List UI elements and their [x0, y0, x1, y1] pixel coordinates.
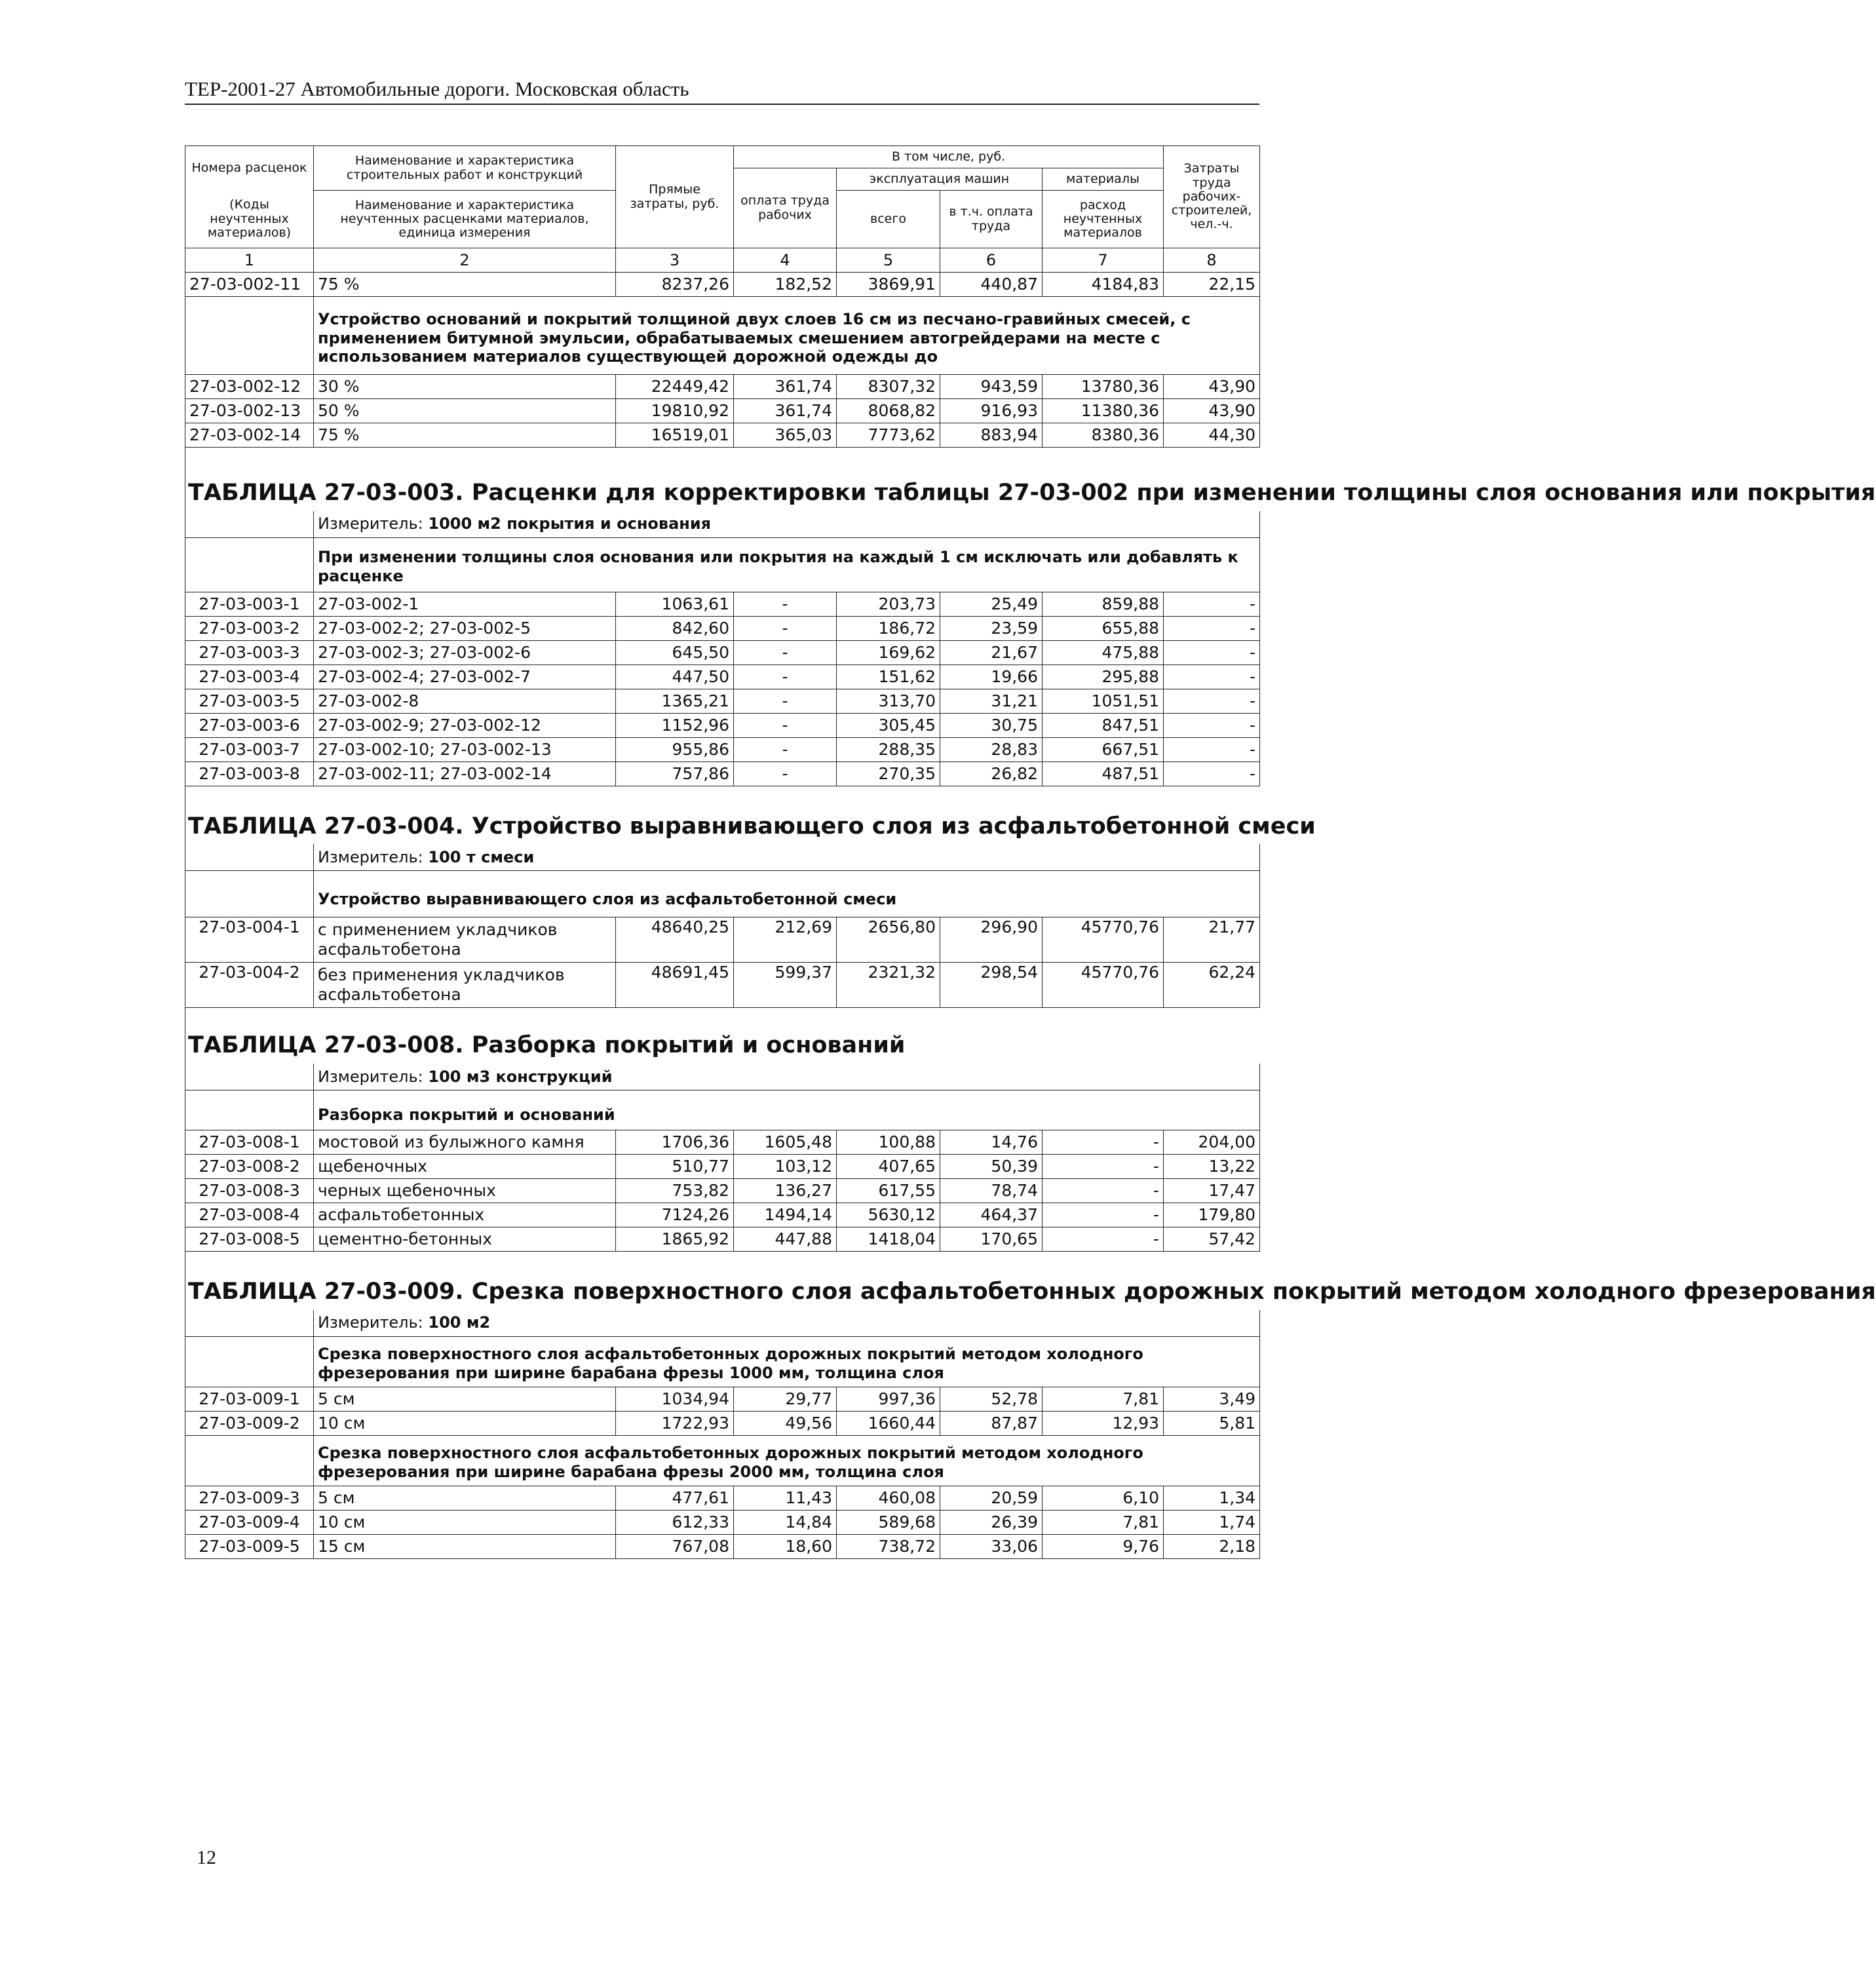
labor-pay: 11,43	[734, 1486, 837, 1510]
table-row	[185, 273, 1260, 297]
table-row	[185, 616, 1260, 640]
labor-hours: 44,30	[1164, 423, 1260, 448]
direct-costs: 753,82	[616, 1179, 734, 1203]
direct-costs: 1365,21	[616, 689, 734, 713]
labor-pay: -	[734, 737, 837, 761]
machines-labor: 28,83	[940, 737, 1043, 761]
materials: 1051,51	[1043, 689, 1164, 713]
machines-total: 8307,32	[837, 375, 940, 399]
labor-hours: 5,81	[1164, 1411, 1260, 1435]
rate-code: 27-03-009-2	[185, 1411, 314, 1435]
machines-total: 169,62	[837, 640, 940, 665]
labor-pay: 18,60	[734, 1534, 837, 1558]
header-name-bottom: Наименование и характеристика неучтенных расценками материалов, единица измерения	[314, 191, 616, 248]
labor-pay: 447,88	[734, 1227, 837, 1252]
direct-costs: 1152,96	[616, 713, 734, 737]
table-title: ТАБЛИЦА 27-03-008. Разборка покрытий и оснований	[188, 1032, 906, 1059]
rate-code: 27-03-003-7	[185, 737, 314, 761]
machines-labor: 14,76	[940, 1130, 1043, 1155]
labor-pay: 361,74	[734, 375, 837, 399]
rate-name: 50 %	[314, 399, 616, 423]
materials: 45770,76	[1043, 917, 1164, 963]
labor-hours: -	[1164, 616, 1260, 640]
labor-pay: -	[734, 689, 837, 713]
measure-value: 1000 м2 покрытия и основания	[428, 514, 712, 533]
header-labor-pay: оплата труда рабочих	[734, 168, 837, 248]
rate-code: 27-03-009-1	[185, 1387, 314, 1411]
table-row	[185, 689, 1260, 713]
rate-name: без применения укладчиков асфальтобетона	[314, 963, 616, 1008]
labor-pay: 14,84	[734, 1510, 837, 1534]
rate-code: 27-03-002-14	[185, 423, 314, 448]
rate-name: асфальтобетонных	[314, 1203, 616, 1227]
measure-label: Измеритель:	[318, 1067, 423, 1086]
column-number: 4	[734, 248, 837, 273]
machines-total: 186,72	[837, 616, 940, 640]
rate-code: 27-03-009-4	[185, 1510, 314, 1534]
materials: 13780,36	[1043, 375, 1164, 399]
labor-hours: -	[1164, 737, 1260, 761]
machines-total: 460,08	[837, 1486, 940, 1510]
table-row	[185, 1510, 1260, 1534]
column-number: 2	[314, 248, 616, 273]
measure-label: Измеритель:	[318, 1313, 423, 1332]
machines-labor: 52,78	[940, 1387, 1043, 1411]
materials: 9,76	[1043, 1534, 1164, 1558]
section-description: Срезка поверхностного слоя асфальтобетонных дорожных покрытий методом холодного фрезерования при ширине барабана фрезы 1000 мм, толщина слоя	[314, 1336, 1260, 1387]
materials: 847,51	[1043, 713, 1164, 737]
labor-pay: 1494,14	[734, 1203, 837, 1227]
machines-labor: 21,67	[940, 640, 1043, 665]
machines-labor: 170,65	[940, 1227, 1043, 1252]
materials: 667,51	[1043, 737, 1164, 761]
materials: -	[1043, 1179, 1164, 1203]
machines-labor: 298,54	[940, 963, 1043, 1008]
labor-hours: 204,00	[1164, 1130, 1260, 1155]
rate-code: 27-03-008-3	[185, 1179, 314, 1203]
materials: 45770,76	[1043, 963, 1164, 1008]
machines-labor: 26,82	[940, 761, 1043, 786]
materials: 295,88	[1043, 665, 1164, 689]
rate-name: 10 см	[314, 1510, 616, 1534]
machines-labor: 20,59	[940, 1486, 1043, 1510]
materials: 6,10	[1043, 1486, 1164, 1510]
table-row	[185, 1411, 1260, 1435]
labor-pay: 29,77	[734, 1387, 837, 1411]
labor-pay: 103,12	[734, 1155, 837, 1179]
direct-costs: 645,50	[616, 640, 734, 665]
rate-name: мостовой из булыжного камня	[314, 1130, 616, 1155]
labor-hours: 22,15	[1164, 273, 1260, 297]
machines-total: 617,55	[837, 1179, 940, 1203]
machines-total: 151,62	[837, 665, 940, 689]
table-row	[185, 665, 1260, 689]
header-machines: эксплуатация машин	[837, 168, 1043, 191]
labor-hours: 1,74	[1164, 1510, 1260, 1534]
section-description: Устройство выравнивающего слоя из асфальтобетонной смеси	[314, 871, 1260, 917]
labor-pay: 136,27	[734, 1179, 837, 1203]
direct-costs: 955,86	[616, 737, 734, 761]
machines-total: 1660,44	[837, 1411, 940, 1435]
measure-label: Измеритель:	[318, 514, 423, 533]
rate-code: 27-03-008-1	[185, 1130, 314, 1155]
rate-name: 5 см	[314, 1387, 616, 1411]
table-title: ТАБЛИЦА 27-03-004. Устройство выравнивающего слоя из асфальтобетонной смеси	[188, 813, 1316, 839]
rate-name: 30 %	[314, 375, 616, 399]
direct-costs: 48691,45	[616, 963, 734, 1008]
rate-name: 27-03-002-2; 27-03-002-5	[314, 616, 616, 640]
table-row	[185, 1155, 1260, 1179]
table-row	[185, 640, 1260, 665]
measure-value: 100 т смеси	[428, 847, 535, 866]
labor-pay: 212,69	[734, 917, 837, 963]
direct-costs: 48640,25	[616, 917, 734, 963]
page-header: ТЕР-2001-27 Автомобильные дороги. Московская область	[185, 77, 1259, 105]
machines-total: 738,72	[837, 1534, 940, 1558]
labor-pay: -	[734, 665, 837, 689]
rate-code: 27-03-008-5	[185, 1227, 314, 1252]
materials: -	[1043, 1155, 1164, 1179]
rate-name: щебеночных	[314, 1155, 616, 1179]
rate-code: 27-03-008-4	[185, 1203, 314, 1227]
direct-costs: 7124,26	[616, 1203, 734, 1227]
rate-name: 27-03-002-11; 27-03-002-14	[314, 761, 616, 786]
direct-costs: 510,77	[616, 1155, 734, 1179]
rate-name: цементно-бетонных	[314, 1227, 616, 1252]
column-number: 8	[1164, 248, 1260, 273]
machines-total: 7773,62	[837, 423, 940, 448]
materials: 8380,36	[1043, 423, 1164, 448]
materials: 859,88	[1043, 592, 1164, 616]
table-row	[185, 375, 1260, 399]
table-row	[185, 917, 1260, 963]
header-direct-costs: Прямые затраты, руб.	[616, 146, 734, 248]
labor-pay: -	[734, 616, 837, 640]
direct-costs: 1865,92	[616, 1227, 734, 1252]
rate-code: 27-03-008-2	[185, 1155, 314, 1179]
machines-total: 2656,80	[837, 917, 940, 963]
section-description: Срезка поверхностного слоя асфальтобетонных дорожных покрытий методом холодного фрезерования при ширине барабана фрезы 2000 мм, толщина слоя	[314, 1435, 1260, 1486]
table-row	[185, 1130, 1260, 1155]
section-description: Устройство оснований и покрытий толщиной двух слоев 16 см из песчано-гравийных смесей, с применением битумной эмульсии, обрабатываемых смешением автогрейдерами на месте с использованием материалов существующей дорожной одежды до	[314, 297, 1260, 375]
labor-pay: -	[734, 640, 837, 665]
column-number: 5	[837, 248, 940, 273]
header-name: Наименование и характеристика строительных работ и конструкций	[314, 146, 616, 191]
table-row	[185, 1387, 1260, 1411]
table-row	[185, 423, 1260, 448]
labor-pay: -	[734, 592, 837, 616]
column-number: 7	[1043, 248, 1164, 273]
direct-costs: 1063,61	[616, 592, 734, 616]
labor-pay: -	[734, 761, 837, 786]
machines-total: 407,65	[837, 1155, 940, 1179]
rate-name: 15 см	[314, 1534, 616, 1558]
table-row	[185, 1486, 1260, 1510]
labor-hours: 43,90	[1164, 375, 1260, 399]
labor-hours: 13,22	[1164, 1155, 1260, 1179]
direct-costs: 16519,01	[616, 423, 734, 448]
header-materials-sub: расход неучтенных материалов	[1043, 191, 1164, 248]
rate-code: 27-03-002-13	[185, 399, 314, 423]
labor-pay: 182,52	[734, 273, 837, 297]
labor-pay: 361,74	[734, 399, 837, 423]
direct-costs: 757,86	[616, 761, 734, 786]
direct-costs: 1722,93	[616, 1411, 734, 1435]
rate-name: 10 см	[314, 1411, 616, 1435]
machines-labor: 19,66	[940, 665, 1043, 689]
direct-costs: 767,08	[616, 1534, 734, 1558]
machines-labor: 883,94	[940, 423, 1043, 448]
machines-labor: 943,59	[940, 375, 1043, 399]
direct-costs: 842,60	[616, 616, 734, 640]
rate-code: 27-03-003-6	[185, 713, 314, 737]
labor-hours: 1,34	[1164, 1486, 1260, 1510]
header-including: В том числе, руб.	[734, 146, 1164, 168]
table-row	[185, 592, 1260, 616]
header-machines-total: всего	[837, 191, 940, 248]
rate-name: 27-03-002-9; 27-03-002-12	[314, 713, 616, 737]
labor-pay: 49,56	[734, 1411, 837, 1435]
column-number: 6	[940, 248, 1043, 273]
machines-total: 589,68	[837, 1510, 940, 1534]
rate-code: 27-03-003-3	[185, 640, 314, 665]
labor-pay: 599,37	[734, 963, 837, 1008]
materials: 11380,36	[1043, 399, 1164, 423]
labor-pay: 365,03	[734, 423, 837, 448]
machines-total: 3869,91	[837, 273, 940, 297]
direct-costs: 19810,92	[616, 399, 734, 423]
price-table	[185, 145, 1876, 1559]
materials: 12,93	[1043, 1411, 1164, 1435]
direct-costs: 477,61	[616, 1486, 734, 1510]
rate-name: 27-03-002-1	[314, 592, 616, 616]
labor-hours: 179,80	[1164, 1203, 1260, 1227]
machines-total: 5630,12	[837, 1203, 940, 1227]
machines-labor: 87,87	[940, 1411, 1043, 1435]
measure-value: 100 м2	[428, 1313, 491, 1332]
labor-hours: 17,47	[1164, 1179, 1260, 1203]
section-description: При изменении толщины слоя основания или покрытия на каждый 1 см исключать или добавлять к расценке	[314, 537, 1260, 592]
table-title: ТАБЛИЦА 27-03-003. Расценки для корректировки таблицы 27-03-002 при изменении толщины слоя основания или покрытия	[188, 480, 1876, 506]
machines-labor: 440,87	[940, 273, 1043, 297]
machines-total: 997,36	[837, 1387, 940, 1411]
machines-labor: 31,21	[940, 689, 1043, 713]
rate-code: 27-03-004-1	[185, 917, 314, 963]
rate-name: 27-03-002-3; 27-03-002-6	[314, 640, 616, 665]
direct-costs: 612,33	[616, 1510, 734, 1534]
labor-hours: -	[1164, 689, 1260, 713]
table-row	[185, 963, 1260, 1008]
rate-code: 27-03-003-4	[185, 665, 314, 689]
machines-total: 203,73	[837, 592, 940, 616]
rate-name: 27-03-002-4; 27-03-002-7	[314, 665, 616, 689]
header-labor-cost: Затраты труда рабочих-строителей, чел.-ч.	[1164, 146, 1260, 248]
machines-labor: 50,39	[940, 1155, 1043, 1179]
direct-costs: 1034,94	[616, 1387, 734, 1411]
header-codes: Номера расценок	[185, 146, 314, 191]
materials: 7,81	[1043, 1387, 1164, 1411]
labor-hours: 43,90	[1164, 399, 1260, 423]
rate-code: 27-03-002-12	[185, 375, 314, 399]
rate-name: 27-03-002-10; 27-03-002-13	[314, 737, 616, 761]
materials: -	[1043, 1130, 1164, 1155]
table-title: ТАБЛИЦА 27-03-009. Срезка поверхностного слоя асфальтобетонных дорожных покрытий методом холодного фрезерования	[188, 1279, 1876, 1305]
machines-labor: 30,75	[940, 713, 1043, 737]
header-machines-labor: в т.ч. оплата труда	[940, 191, 1043, 248]
rate-name: черных щебеночных	[314, 1179, 616, 1203]
machines-labor: 33,06	[940, 1534, 1043, 1558]
direct-costs: 1706,36	[616, 1130, 734, 1155]
section-description: Разборка покрытий и оснований	[314, 1090, 1260, 1130]
labor-hours: 3,49	[1164, 1387, 1260, 1411]
machines-labor: 916,93	[940, 399, 1043, 423]
labor-hours: 2,18	[1164, 1534, 1260, 1558]
rate-code: 27-03-009-5	[185, 1534, 314, 1558]
materials: -	[1043, 1203, 1164, 1227]
page-number: 12	[197, 1847, 216, 1868]
measure-value: 100 м3 конструкций	[428, 1067, 613, 1086]
direct-costs: 8237,26	[616, 273, 734, 297]
machines-total: 100,88	[837, 1130, 940, 1155]
materials: 7,81	[1043, 1510, 1164, 1534]
table-row	[185, 761, 1260, 786]
machines-total: 1418,04	[837, 1227, 940, 1252]
column-number: 3	[616, 248, 734, 273]
header-materials: материалы	[1043, 168, 1164, 191]
machines-total: 288,35	[837, 737, 940, 761]
rate-name: 75 %	[314, 423, 616, 448]
machines-total: 270,35	[837, 761, 940, 786]
table-row	[185, 1227, 1260, 1252]
labor-hours: 62,24	[1164, 963, 1260, 1008]
rate-code: 27-03-003-1	[185, 592, 314, 616]
materials: 475,88	[1043, 640, 1164, 665]
labor-hours: 21,77	[1164, 917, 1260, 963]
table-row	[185, 1179, 1260, 1203]
header-codes-bottom: (Коды неучтенных материалов)	[185, 191, 314, 248]
rate-code: 27-03-009-3	[185, 1486, 314, 1510]
rate-code: 27-03-003-8	[185, 761, 314, 786]
rate-code: 27-03-003-2	[185, 616, 314, 640]
machines-labor: 23,59	[940, 616, 1043, 640]
machines-total: 8068,82	[837, 399, 940, 423]
materials: 487,51	[1043, 761, 1164, 786]
machines-total: 313,70	[837, 689, 940, 713]
column-number: 1	[185, 248, 314, 273]
labor-hours: -	[1164, 713, 1260, 737]
rate-code: 27-03-004-2	[185, 963, 314, 1008]
rate-code: 27-03-003-5	[185, 689, 314, 713]
table-row	[185, 737, 1260, 761]
table-row	[185, 713, 1260, 737]
labor-hours: -	[1164, 592, 1260, 616]
labor-pay: -	[734, 713, 837, 737]
machines-labor: 26,39	[940, 1510, 1043, 1534]
machines-total: 2321,32	[837, 963, 940, 1008]
table-row	[185, 1203, 1260, 1227]
labor-pay: 1605,48	[734, 1130, 837, 1155]
labor-hours: -	[1164, 761, 1260, 786]
machines-total: 305,45	[837, 713, 940, 737]
rate-code: 27-03-002-11	[185, 273, 314, 297]
materials: -	[1043, 1227, 1164, 1252]
measure-label: Измеритель:	[318, 847, 423, 866]
materials: 655,88	[1043, 616, 1164, 640]
labor-hours: 57,42	[1164, 1227, 1260, 1252]
machines-labor: 464,37	[940, 1203, 1043, 1227]
rate-name: 5 см	[314, 1486, 616, 1510]
machines-labor: 296,90	[940, 917, 1043, 963]
table-row	[185, 1534, 1260, 1558]
labor-hours: -	[1164, 640, 1260, 665]
machines-labor: 78,74	[940, 1179, 1043, 1203]
direct-costs: 447,50	[616, 665, 734, 689]
rate-name: с применением укладчиков асфальтобетона	[314, 917, 616, 963]
direct-costs: 22449,42	[616, 375, 734, 399]
materials: 4184,83	[1043, 273, 1164, 297]
rate-name: 75 %	[314, 273, 616, 297]
table-row	[185, 399, 1260, 423]
rate-name: 27-03-002-8	[314, 689, 616, 713]
machines-labor: 25,49	[940, 592, 1043, 616]
labor-hours: -	[1164, 665, 1260, 689]
